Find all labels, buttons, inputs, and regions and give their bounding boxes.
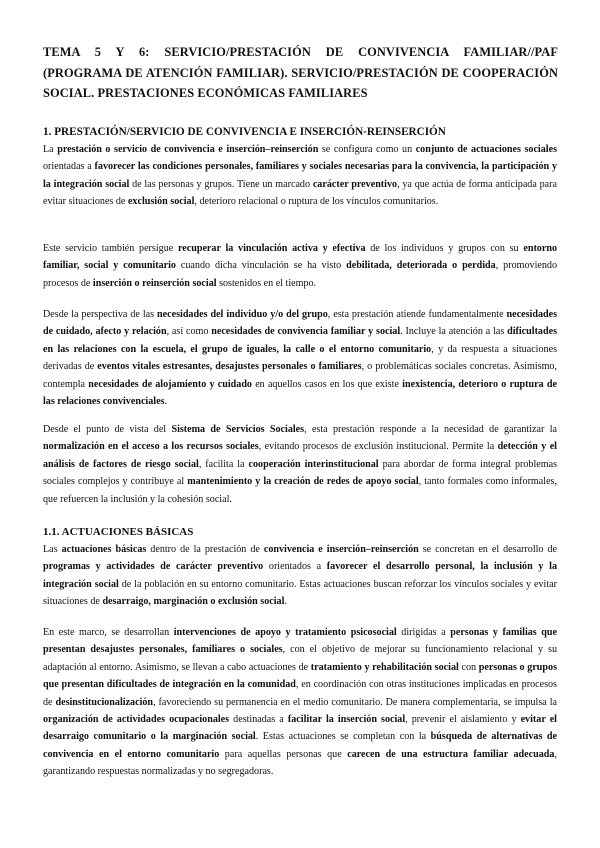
text-run: , en coordinación con otras instituciones implicadas en procesos de: [43, 679, 557, 708]
text-run: de las personas y grupos. Tiene un marcado: [129, 178, 313, 190]
paragraph: [43, 624, 557, 781]
text-run: , esta prestación responde a la necesidad de garantizar la: [304, 424, 557, 435]
text-run: sostenidos en el tiempo.: [216, 277, 317, 289]
text-run: , tanto formales como informales, que refuercen la inclusión y la cohesión social.: [43, 476, 557, 505]
bold-phrase: debilitada, deteriorada o perdida: [346, 260, 496, 272]
bold-phrase: intervenciones de apoyo y tratamiento psicosocial: [173, 627, 397, 638]
text-run: En este marco, se desarrollan: [43, 627, 174, 638]
bold-phrase: facilitar la inserción social: [287, 714, 406, 726]
bold-phrase: necesidades de alojamiento y cuidado: [88, 378, 252, 390]
paragraph: [43, 421, 557, 508]
text-run: , esta prestación atiende fundamentalmente: [327, 309, 507, 320]
bold-phrase: mantenimiento y la creación de redes de apoyo social: [187, 476, 419, 488]
bold-phrase: dificultades en las relaciones con la escuela, el grupo de iguales, la calle o el entorno comunitario: [43, 326, 558, 355]
bold-phrase: personas o grupos que presentan dificultades de integración en la comunidad: [43, 661, 557, 691]
text-run: cuando dicha vinculación se ha visto: [175, 260, 347, 272]
bold-phrase: favorecer el desarrollo personal, la inclusión y la integración social: [43, 561, 557, 590]
paragraph: [43, 240, 557, 292]
text-run: , con el objetivo de mejorar su funcionamiento relacional y su adaptación al entorno. Asimismo, se llevan a cabo actuaciones de: [43, 644, 557, 673]
bold-phrase: personas y familias que presentan desajustes personales, familiares o sociales: [43, 627, 558, 656]
text-run: para aquellas personas que: [219, 748, 348, 760]
bold-phrase: necesidades de cuidado, afecto y relación: [43, 309, 558, 338]
bold-phrase: Sistema de Servicios Sociales: [171, 424, 305, 435]
bold-phrase: necesidades de convivencia familiar y social: [211, 326, 401, 338]
text-run: se configura como un: [318, 144, 416, 155]
bold-phrase: búsqueda de alternativas de convivencia en el entorno comunitario: [43, 731, 557, 760]
text-run: orientadas a: [43, 161, 95, 173]
bold-phrase: normalización en el acceso a los recursos sociales: [43, 441, 259, 453]
bold-phrase: actuaciones básicas: [61, 544, 147, 555]
bold-phrase: inserción o reinserción social: [92, 277, 217, 289]
bold-phrase: convivencia e inserción–reinserción: [263, 544, 419, 555]
bold-phrase: desarraigo, marginación o exclusión social: [102, 596, 285, 608]
text-run: , así como: [166, 326, 212, 338]
section-heading: 1. PRESTACIÓN/SERVICIO DE CONVIVENCIA E INSERCIÓN-REINSERCIÓN: [43, 126, 446, 138]
text-run: dentro de la prestación de: [146, 544, 264, 555]
text-run: .: [284, 596, 287, 608]
text-run: . Estas actuaciones se completan con la: [255, 731, 431, 743]
bold-phrase: organización de actividades ocupacionales: [43, 714, 230, 726]
bold-phrase: entorno familiar, social y comunitario: [43, 243, 557, 272]
bold-phrase: carácter preventivo: [312, 178, 398, 190]
text-run: , y da respuesta a situaciones derivadas de: [43, 343, 557, 373]
bold-phrase: prestación o servicio de convivencia e inserción–reinserción: [57, 144, 319, 155]
text-run: orientados a: [263, 561, 327, 573]
text-run: para abordar de forma integral problemas sociales complejos y contribuye al: [43, 458, 558, 488]
text-run: , deterioro relacional o ruptura de los vínculos comunitarios.: [194, 196, 439, 208]
bold-phrase: conjunto de actuaciones sociales: [415, 144, 557, 155]
bold-phrase: recuperar la vinculación activa y efectiva: [177, 243, 366, 254]
text-run: con: [458, 661, 479, 673]
bold-phrase: programas y actividades de carácter preventivo: [43, 561, 264, 573]
bold-phrase: detección y el análisis de factores de riesgo social: [43, 441, 557, 470]
subsection-heading: 1.1. ACTUACIONES BÁSICAS: [43, 526, 194, 538]
text-run: Desde la perspectiva de las: [43, 309, 158, 320]
paragraph: [43, 306, 557, 410]
bold-phrase: desinstitucionalización: [55, 696, 154, 708]
text-run: Este servicio también persigue: [43, 243, 178, 254]
paragraph: [43, 541, 557, 611]
text-run: , favoreciendo su permanencia en el medio comunitario. De manera complementaria, se impulsa la: [153, 696, 557, 708]
text-run: La: [43, 144, 58, 155]
text-run: . Incluye la atención a las: [400, 326, 508, 338]
paragraph: [43, 141, 557, 211]
text-run: , promoviendo procesos de: [43, 260, 558, 289]
text-run: dirigidas a: [396, 627, 451, 638]
bold-phrase: tratamiento y rehabilitación social: [310, 661, 459, 673]
text-run: Desde el punto de vista del: [43, 424, 172, 435]
text-run: de los individuos y grupos con su: [365, 243, 524, 254]
bold-phrase: carecen de una estructura familiar adecuada: [347, 748, 555, 760]
text-run: , prevenir el aislamiento y: [405, 714, 521, 726]
bold-phrase: necesidades del individuo y/o del grupo: [157, 309, 328, 320]
bold-phrase: favorecer las condiciones personales, familiares y sociales necesarias para la convivencia, la participación y la integración social: [43, 161, 557, 190]
text-run: se concretan en el desarrollo de: [418, 544, 557, 555]
bold-phrase: inexistencia, deterioro o ruptura de las relaciones convivenciales: [43, 378, 557, 408]
text-run: , o problemáticas sociales concretas. Asimismo, contempla: [43, 361, 557, 390]
bold-phrase: exclusión social: [127, 196, 195, 208]
text-run: , evitando procesos de exclusión institucional. Permite la: [258, 441, 498, 453]
text-run: , garantizando respuestas normalizadas y no segregadoras.: [43, 748, 557, 778]
text-run: de la población en su entorno comunitario. Estas actuaciones buscan reforzar los vínculos sociales y evitar situaciones de: [43, 578, 557, 608]
text-run: , ya que actúa de forma anticipada para evitar situaciones de: [43, 178, 557, 208]
text-run: Las: [43, 544, 62, 555]
text-run: destinadas a: [229, 714, 288, 726]
text-run: .: [164, 396, 168, 408]
bold-phrase: eventos vitales estresantes, desajustes personales o familiares: [97, 361, 362, 373]
document-title: TEMA 5 Y 6: SERVICIO/PRESTACIÓN DE CONVIVENCIA FAMILIAR//PAF (PROGRAMA DE ATENCIÓN FAMILIAR). SERVICIO/PRESTACIÓN DE COOPERACIÓN SOCIAL. PRESTACIONES ECONÓMICAS FAMILIARES: [43, 45, 558, 100]
bold-phrase: cooperación interinstitucional: [248, 458, 379, 470]
bold-phrase: evitar el desarraigo comunitario o la marginación social: [43, 714, 557, 743]
text-run: , facilita la: [198, 458, 249, 470]
text-run: en aquellos casos en los que existe: [251, 378, 403, 390]
